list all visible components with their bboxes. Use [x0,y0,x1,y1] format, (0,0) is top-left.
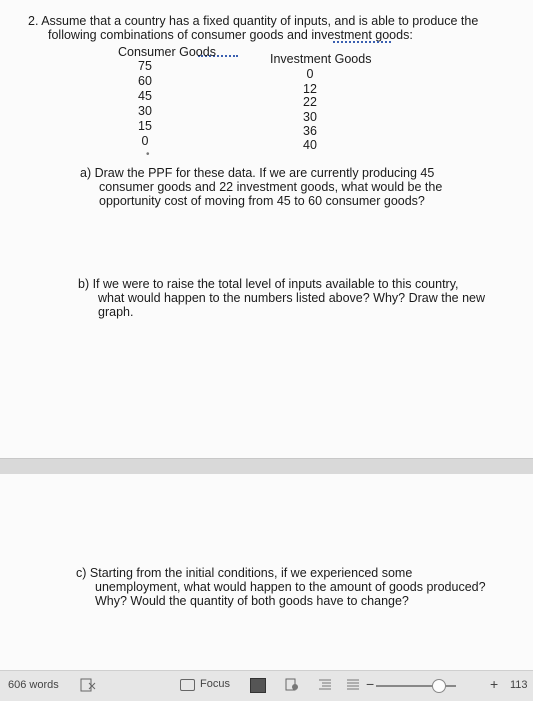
part-b-line-3: graph. [98,305,134,319]
header-consumer-goods: Consumer Goods [118,45,216,59]
consumer-value: 45 [138,89,152,103]
investment-value: 40 [303,138,317,152]
zoom-in-button[interactable]: + [490,676,499,692]
proofing-icon[interactable] [80,678,96,692]
consumer-value: 60 [138,74,152,88]
focus-label: Focus [200,678,230,690]
consumer-value: 15 [138,119,152,133]
word-count[interactable]: 606 words [8,679,59,691]
focus-icon [180,679,195,691]
consumer-value: 0 [141,134,149,148]
part-a-line-2: consumer goods and 22 investment goods, what would be the [99,180,443,194]
part-c-line-3: Why? Would the quantity of both goods have to change? [95,594,409,608]
zoom-slider-knob[interactable] [432,679,446,693]
investment-value: 12 [303,82,317,96]
status-bar [0,670,533,701]
investment-value: 30 [303,110,317,124]
zoom-level[interactable]: 113 [510,679,528,691]
question-line-2: following combinations of consumer goods and investment goods: [48,28,413,42]
part-b-line-1: b) If we were to raise the total level of inputs available to this country, [78,277,459,291]
consumer-value: 75 [138,59,152,73]
part-c-line-2: unemployment, what would happen to the amount of goods produced? [95,580,486,594]
part-b-line-2: what would happen to the numbers listed above? Why? Draw the new [98,291,486,305]
investment-value: 0 [306,67,314,81]
print-layout-icon[interactable] [250,678,266,693]
document-page-2 [0,474,533,670]
web-layout-icon[interactable] [285,678,299,691]
part-a-line-1: a) Draw the PPF for these data. If we are currently producing 45 [80,166,435,180]
outline-view-icon[interactable] [318,678,332,691]
grammar-underline [333,41,391,43]
question-line-1: 2. Assume that a country has a fixed quantity of inputs, and is able to produce the [28,14,479,28]
investment-value: 36 [303,124,317,138]
header-investment-goods: Investment Goods [270,52,372,66]
investment-value: 22 [303,95,317,109]
part-a-line-3: opportunity cost of moving from 45 to 60 consumer goods? [99,194,425,208]
part-c-line-1: c) Starting from the initial conditions, if we experienced some [76,566,413,580]
draft-view-icon[interactable] [346,678,360,691]
stray-mark: • [146,149,150,160]
zoom-out-button[interactable]: − [366,676,375,692]
consumer-value: 30 [138,104,152,118]
